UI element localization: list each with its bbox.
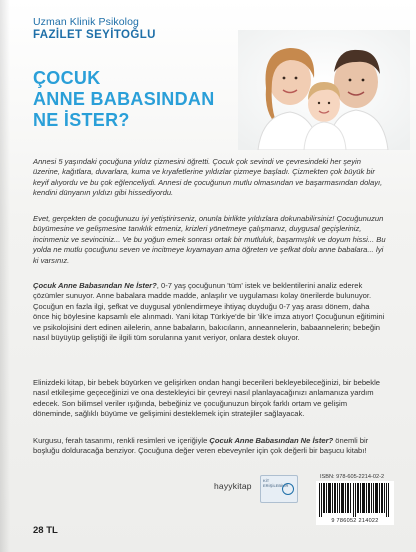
family-photo-icon	[238, 30, 410, 150]
badge-circle-icon	[282, 483, 294, 495]
book-title-line-2: ANNE BABASINDAN	[33, 89, 215, 109]
paragraph-closing-start: Kurgusu, ferah tasarımı, renkli resimleri ve içeriğiyle	[33, 436, 210, 445]
accessibility-badge	[260, 475, 298, 503]
barcode-number: 9 786052 214022	[331, 518, 379, 524]
paragraph-intro: Annesi 5 yaşındaki çocuğuna yıldız çizmesini öğretti. Çocuk çok sevindi ve çevresindeki her şeyin üzerine, kağıtlara, duvarlara, kuma ve kıyafetlerine yıldızlar çizmeye başladı. Çizmekten çok büyük bir keyif alıyordu ve bu çok eğlenceliydi. Annesi de çocuğunun mutlu olmasından ve başarmasından dolayı, kendini dünyanın yıldızı gibi hissediyordu.	[33, 157, 383, 198]
book-title	[33, 68, 233, 131]
isbn-label: ISBN: 978-605-2214-02-2	[320, 474, 385, 480]
author-title: Uzman Klinik Psikolog	[33, 16, 139, 28]
paragraph-book-summary-text: , 0-7 yaş çocuğunun 'tüm' istek ve beklentilerini analiz ederek çözümler sunuyor. Anne babalara madde madde, anlaşılır ve uygulaması kolay önerilerde bulunuyor. Çocuğun en fazla ilgi, şefkat ve duygusal yönlendirmeye ihtiyaç duyduğu 0-7 yaş arası dönem, daha önce hiç böylesine kapsamlı ele alınmadı. Yani kitap Türkiye'de bir 'ilk'e imza atıyor! Çocuğunun eğitimini ve psikolojisini dert edinen ailelerin, anne babaların, bakıcıların, anneannelerin, babaannelerin; bebeğin nasıl büyüyüp geliştiği ile ilgili tüm sorularına yanıt veriyor, onlara destek oluyor.	[33, 281, 385, 343]
price-label: 28 TL	[33, 525, 58, 536]
paragraph-closing	[33, 436, 387, 457]
book-title-inline: Çocuk Anne Babasından Ne İster?	[33, 281, 157, 290]
barcode-icon	[319, 483, 391, 517]
barcode	[316, 481, 394, 525]
paragraph-stars: Evet, gerçekten de çocuğunuzu iyi yetiştirirseniz, onunla birlikte yıldızlara dokunabilirsiniz! Çocuğunuzun büyümesine ve gelişmesine tanıklık etmeniz, krizleri yönetmeye çalışmanız, duygusal geçişleriniz, incinmeniz ve sevinciniz... Ve bu yoğun emek sonrası ortak bir mutluluk, başarmışlık ve doyum hissi... Bu yolda ne mutlu çocuğunu seven ve incitmeye kıyamayan ama öğreten ve şefkat dolu anne babalara... İyi ki varsınız.	[33, 214, 386, 265]
publisher-logo: hayykitap	[214, 481, 252, 491]
book-title-inline-2: Çocuk Anne Babasından Ne İster?	[209, 436, 334, 445]
paragraph-closing-end: önemli bir boşluğu dolduracağa benziyor. Çocuğuna değer veren ebeveynler için çok değerli bir başucu kitabı!	[33, 436, 369, 456]
paragraph-strategies: Elinizdeki kitap, bir bebek büyürken ve gelişirken ondan hangi becerileri bekleyebileceğinizi, bir bebekle nasıl etkileşime geçeceğinizi ve ona destekleyici bir çevreyi nasıl planlayacağınızı anlamanıza yardım edecek. Son bilimsel veriler ışığında, bebeğiniz ve çocuğunuzun birçok farklı ortam ve gelişim döneminde, sağlıklı büyüme ve gelişimini desteklemek için stratejiler sağlayacak.	[33, 378, 380, 419]
badge-text: KİT ERİŞİLEBİLİR	[263, 478, 289, 488]
book-title-line-3: NE İSTER?	[33, 110, 130, 130]
book-title-line-1: ÇOCUK	[33, 68, 101, 88]
paragraph-book-summary	[33, 281, 387, 343]
spine-shadow	[0, 0, 10, 552]
author-name: FAZİLET SEYİTOĞLU	[33, 29, 156, 41]
